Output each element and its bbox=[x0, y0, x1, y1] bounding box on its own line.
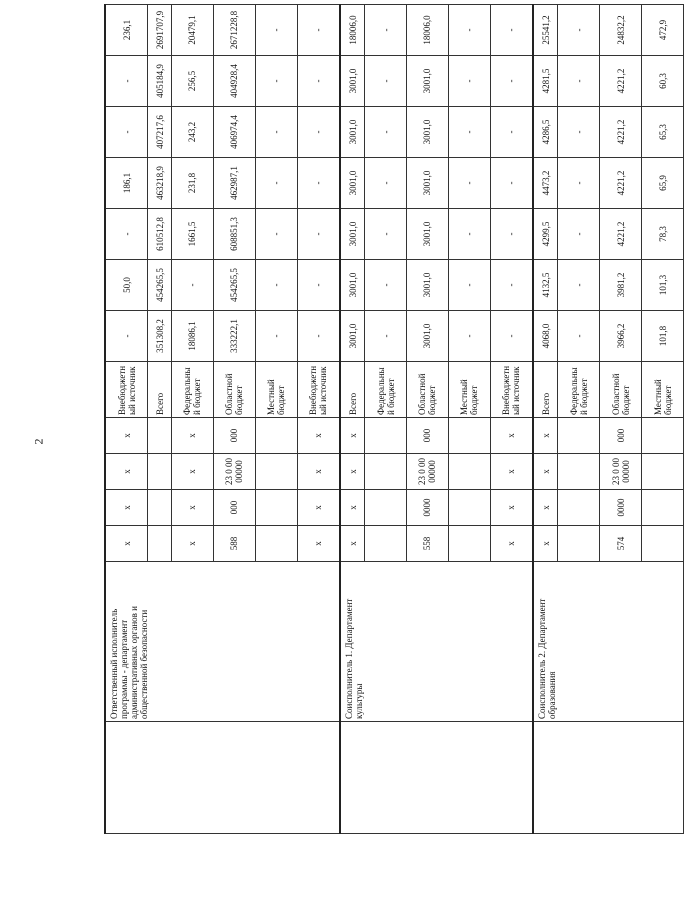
value-cell: - bbox=[490, 311, 533, 362]
value-cell: 3001,0 bbox=[407, 311, 449, 362]
code-cell: 000 bbox=[213, 418, 255, 454]
code-cell: x bbox=[297, 454, 340, 490]
code-cell: x bbox=[490, 418, 533, 454]
table-row bbox=[105, 5, 148, 834]
value-cell: 3966,2 bbox=[600, 311, 642, 362]
total-cell: - bbox=[255, 5, 297, 56]
value-cell: 404928,4 bbox=[213, 56, 255, 107]
value-cell: - bbox=[297, 311, 340, 362]
value-cell: - bbox=[558, 260, 600, 311]
total-cell: - bbox=[365, 5, 407, 56]
value-cell: - bbox=[490, 107, 533, 158]
value-cell: - bbox=[255, 107, 297, 158]
value-cell: - bbox=[448, 260, 490, 311]
code-cell: x bbox=[297, 490, 340, 526]
code-cell: x bbox=[490, 454, 533, 490]
code-cell: x bbox=[171, 490, 213, 526]
value-cell: 4132,5 bbox=[533, 260, 558, 311]
value-cell: - bbox=[558, 107, 600, 158]
budget-table bbox=[104, 4, 684, 834]
funding-source-cell: Внебюджетн ый источник bbox=[297, 362, 340, 418]
funding-source-cell: Областной бюджет bbox=[407, 362, 449, 418]
value-cell: - bbox=[365, 107, 407, 158]
code-cell bbox=[558, 454, 600, 490]
code-cell: x bbox=[105, 418, 148, 454]
value-cell: - bbox=[255, 260, 297, 311]
code-cell: x bbox=[340, 526, 365, 562]
code-cell bbox=[558, 526, 600, 562]
value-cell: - bbox=[365, 56, 407, 107]
code-cell bbox=[448, 526, 490, 562]
value-cell: - bbox=[297, 260, 340, 311]
value-cell: 333222,1 bbox=[213, 311, 255, 362]
value-cell: - bbox=[171, 260, 213, 311]
value-cell: 1661,5 bbox=[171, 209, 213, 260]
value-cell: - bbox=[297, 209, 340, 260]
code-cell: x bbox=[533, 454, 558, 490]
value-cell: 65,3 bbox=[642, 107, 684, 158]
value-cell: 4299,5 bbox=[533, 209, 558, 260]
value-cell: 462987,1 bbox=[213, 158, 255, 209]
value-cell: 454265,5 bbox=[148, 260, 172, 311]
total-cell: 472,9 bbox=[642, 5, 684, 56]
value-cell: 65,9 bbox=[642, 158, 684, 209]
value-cell: - bbox=[365, 260, 407, 311]
code-cell bbox=[642, 454, 684, 490]
value-cell: 78,3 bbox=[642, 209, 684, 260]
code-cell: x bbox=[171, 454, 213, 490]
funding-source-cell: Федеральны й бюджет bbox=[558, 362, 600, 418]
code-cell bbox=[255, 490, 297, 526]
value-cell: 405184,9 bbox=[148, 56, 172, 107]
code-cell bbox=[642, 490, 684, 526]
value-cell: 4221,2 bbox=[600, 158, 642, 209]
value-cell: - bbox=[490, 158, 533, 209]
value-cell: - bbox=[558, 311, 600, 362]
value-cell: - bbox=[365, 158, 407, 209]
funding-source-cell: Областной бюджет bbox=[600, 362, 642, 418]
value-cell: - bbox=[105, 209, 148, 260]
value-cell: - bbox=[105, 56, 148, 107]
code-cell: 23 0 00 00000 bbox=[600, 454, 642, 490]
value-cell: 4068,0 bbox=[533, 311, 558, 362]
value-cell: 4473,2 bbox=[533, 158, 558, 209]
code-cell: x bbox=[490, 526, 533, 562]
value-cell: 3001,0 bbox=[340, 209, 365, 260]
empty-cell bbox=[340, 722, 533, 834]
code-cell: 000 bbox=[600, 418, 642, 454]
code-cell bbox=[448, 490, 490, 526]
code-cell: x bbox=[171, 418, 213, 454]
code-cell: x bbox=[297, 418, 340, 454]
code-cell: x bbox=[533, 490, 558, 526]
value-cell: 50,0 bbox=[105, 260, 148, 311]
value-cell: 3001,0 bbox=[407, 107, 449, 158]
funding-source-cell: Федеральны й бюджет bbox=[365, 362, 407, 418]
value-cell: - bbox=[365, 311, 407, 362]
total-cell: 24832,2 bbox=[600, 5, 642, 56]
value-cell: 256,5 bbox=[171, 56, 213, 107]
code-cell bbox=[642, 418, 684, 454]
value-cell: 60,3 bbox=[642, 56, 684, 107]
code-cell: 23 0 00 00000 bbox=[213, 454, 255, 490]
value-cell: 463218,9 bbox=[148, 158, 172, 209]
table-row bbox=[533, 5, 558, 834]
code-cell bbox=[148, 418, 172, 454]
value-cell: - bbox=[255, 311, 297, 362]
value-cell: 3001,0 bbox=[340, 107, 365, 158]
value-cell: 3001,0 bbox=[340, 260, 365, 311]
value-cell: 4221,2 bbox=[600, 107, 642, 158]
value-cell: - bbox=[448, 311, 490, 362]
value-cell: 454265,5 bbox=[213, 260, 255, 311]
total-cell: 2691707,9 bbox=[148, 5, 172, 56]
table-body bbox=[105, 5, 684, 834]
value-cell: - bbox=[297, 158, 340, 209]
total-cell: 236,1 bbox=[105, 5, 148, 56]
value-cell: 351308,2 bbox=[148, 311, 172, 362]
value-cell: 3001,0 bbox=[340, 158, 365, 209]
funding-source-cell: Местный бюджет bbox=[642, 362, 684, 418]
code-cell bbox=[365, 418, 407, 454]
value-cell: - bbox=[558, 56, 600, 107]
value-cell: 4281,5 bbox=[533, 56, 558, 107]
value-cell: 3001,0 bbox=[407, 158, 449, 209]
value-cell: - bbox=[490, 209, 533, 260]
code-cell: 0000 bbox=[407, 490, 449, 526]
code-cell bbox=[448, 454, 490, 490]
code-cell: x bbox=[340, 418, 365, 454]
value-cell: 18086,1 bbox=[171, 311, 213, 362]
value-cell: - bbox=[448, 209, 490, 260]
value-cell: 610512,8 bbox=[148, 209, 172, 260]
code-cell: x bbox=[297, 526, 340, 562]
value-cell: 101,8 bbox=[642, 311, 684, 362]
code-cell: 0000 bbox=[600, 490, 642, 526]
value-cell: - bbox=[490, 260, 533, 311]
value-cell: 3001,0 bbox=[407, 260, 449, 311]
empty-cell bbox=[105, 722, 340, 834]
total-cell: - bbox=[297, 5, 340, 56]
value-cell: 3001,0 bbox=[340, 311, 365, 362]
funding-source-cell: Областной бюджет bbox=[213, 362, 255, 418]
responsible-executor-cell: Ответственный исполнитель программы - департамент административных органов и общественной безопасности bbox=[105, 562, 340, 722]
funding-source-cell: Всего bbox=[533, 362, 558, 418]
code-cell: x bbox=[171, 526, 213, 562]
code-cell bbox=[642, 526, 684, 562]
value-cell: - bbox=[365, 209, 407, 260]
code-cell bbox=[558, 490, 600, 526]
table-row bbox=[340, 5, 365, 834]
funding-source-cell: Внебюджетн ый источник bbox=[105, 362, 148, 418]
value-cell: - bbox=[448, 158, 490, 209]
value-cell: 3001,0 bbox=[407, 209, 449, 260]
value-cell: 4286,5 bbox=[533, 107, 558, 158]
value-cell: 4221,2 bbox=[600, 56, 642, 107]
value-cell: 406974,4 bbox=[213, 107, 255, 158]
code-cell bbox=[365, 526, 407, 562]
empty-cell bbox=[533, 722, 683, 834]
value-cell: - bbox=[490, 56, 533, 107]
total-cell: - bbox=[490, 5, 533, 56]
value-cell: 3001,0 bbox=[407, 56, 449, 107]
code-cell: 000 bbox=[407, 418, 449, 454]
value-cell: - bbox=[558, 209, 600, 260]
code-cell: x bbox=[105, 490, 148, 526]
value-cell: - bbox=[558, 158, 600, 209]
funding-source-cell: Местный бюджет bbox=[255, 362, 297, 418]
code-cell bbox=[148, 454, 172, 490]
code-cell bbox=[558, 418, 600, 454]
code-cell: 000 bbox=[213, 490, 255, 526]
responsible-executor-cell: Соисполнитель 1. Департамент культуры bbox=[340, 562, 533, 722]
value-cell: 243,2 bbox=[171, 107, 213, 158]
code-cell: 588 bbox=[213, 526, 255, 562]
code-cell: x bbox=[340, 490, 365, 526]
page-number: 2 bbox=[31, 438, 46, 445]
value-cell: 608851,3 bbox=[213, 209, 255, 260]
code-cell: 23 0 00 00000 bbox=[407, 454, 449, 490]
code-cell bbox=[255, 526, 297, 562]
total-cell: 20479,1 bbox=[171, 5, 213, 56]
total-cell: 18006,0 bbox=[340, 5, 365, 56]
value-cell: 4221,2 bbox=[600, 209, 642, 260]
value-cell: 101,3 bbox=[642, 260, 684, 311]
value-cell: - bbox=[448, 56, 490, 107]
code-cell: x bbox=[105, 526, 148, 562]
value-cell: 407217,6 bbox=[148, 107, 172, 158]
value-cell: - bbox=[105, 311, 148, 362]
total-cell: 18006,0 bbox=[407, 5, 449, 56]
code-cell: x bbox=[340, 454, 365, 490]
code-cell bbox=[255, 454, 297, 490]
code-cell bbox=[148, 490, 172, 526]
value-cell: 186,1 bbox=[105, 158, 148, 209]
funding-source-cell: Всего bbox=[340, 362, 365, 418]
value-cell: - bbox=[448, 107, 490, 158]
code-cell: x bbox=[533, 526, 558, 562]
code-cell: 558 bbox=[407, 526, 449, 562]
code-cell: x bbox=[105, 454, 148, 490]
total-cell: 2671228,8 bbox=[213, 5, 255, 56]
value-cell: - bbox=[255, 56, 297, 107]
code-cell: 574 bbox=[600, 526, 642, 562]
value-cell: 3001,0 bbox=[340, 56, 365, 107]
responsible-executor-cell: Соисполнитель 2. Департамент образования bbox=[533, 562, 683, 722]
funding-source-cell: Федеральны й бюджет bbox=[171, 362, 213, 418]
value-cell: - bbox=[297, 56, 340, 107]
code-cell bbox=[448, 418, 490, 454]
total-cell: 25541,2 bbox=[533, 5, 558, 56]
total-cell: - bbox=[448, 5, 490, 56]
budget-table-rotated bbox=[104, 10, 684, 834]
value-cell: - bbox=[105, 107, 148, 158]
code-cell bbox=[255, 418, 297, 454]
funding-source-cell: Местный бюджет bbox=[448, 362, 490, 418]
code-cell: x bbox=[533, 418, 558, 454]
value-cell: - bbox=[255, 209, 297, 260]
code-cell bbox=[148, 526, 172, 562]
code-cell bbox=[365, 454, 407, 490]
code-cell bbox=[365, 490, 407, 526]
value-cell: - bbox=[255, 158, 297, 209]
value-cell: 231,8 bbox=[171, 158, 213, 209]
funding-source-cell: Внебюджетн ый источник bbox=[490, 362, 533, 418]
funding-source-cell: Всего bbox=[148, 362, 172, 418]
total-cell: - bbox=[558, 5, 600, 56]
code-cell: x bbox=[490, 490, 533, 526]
value-cell: - bbox=[297, 107, 340, 158]
value-cell: 3981,2 bbox=[600, 260, 642, 311]
